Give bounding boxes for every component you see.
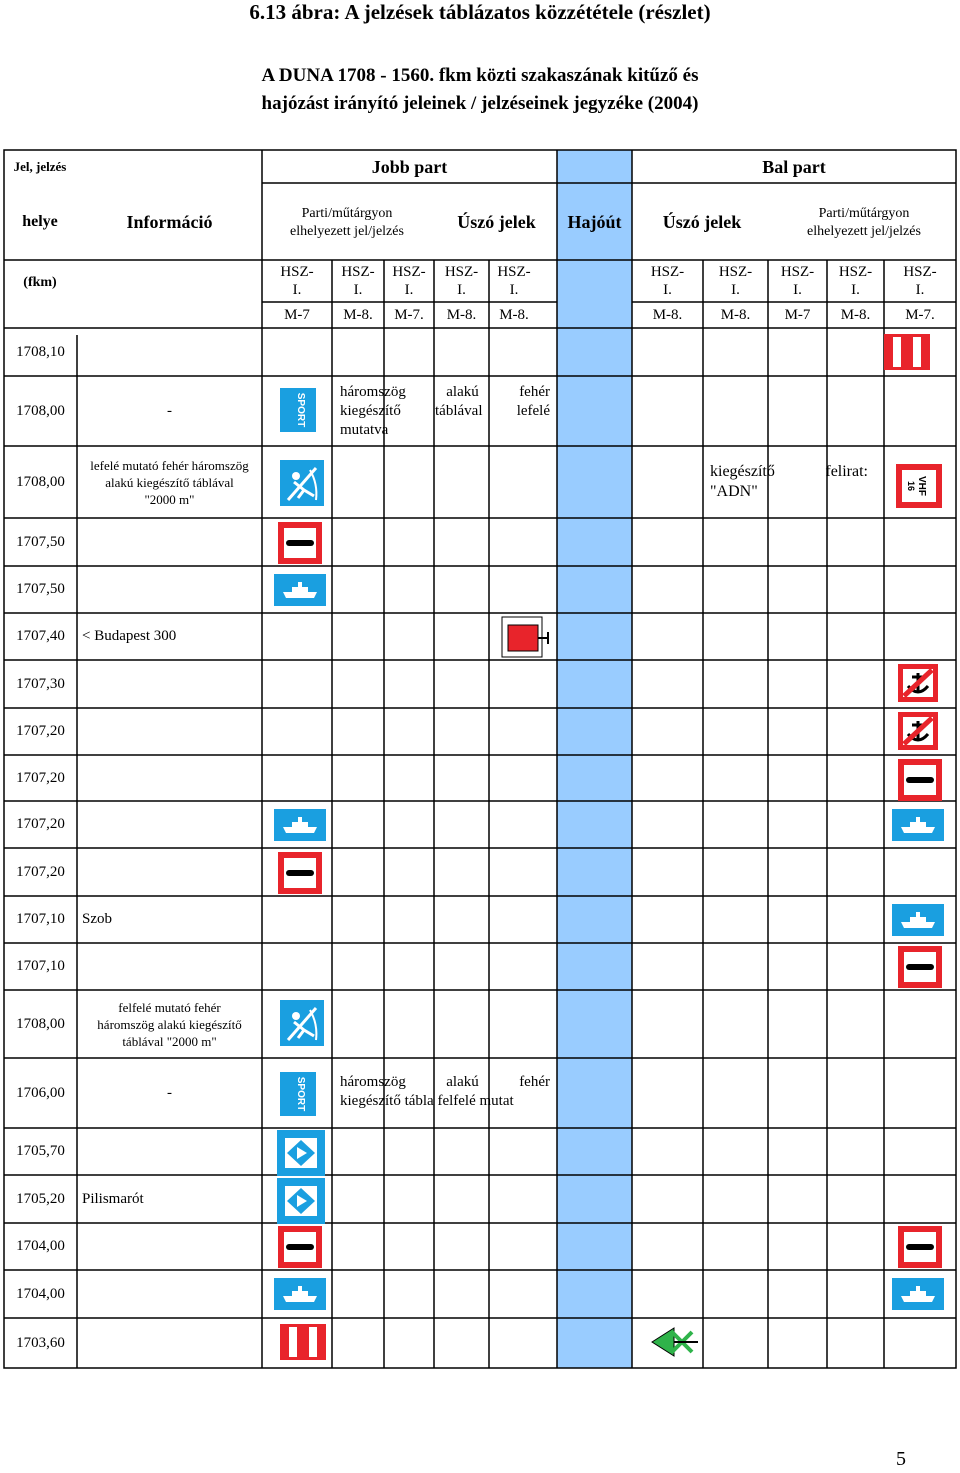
sport-sign bbox=[280, 388, 316, 432]
fkm-cell: 1707,20 bbox=[16, 863, 65, 880]
hsz-top: HSZ- bbox=[718, 264, 753, 280]
fkm-cell: 1706,00 bbox=[16, 1084, 65, 1101]
header-parti-line1: Parti/műtárgyon bbox=[818, 206, 910, 221]
header-informacio: Információ bbox=[126, 211, 213, 232]
fkm-cell: 1703,60 bbox=[16, 1334, 65, 1351]
fkm-cell: 1707,50 bbox=[16, 533, 65, 550]
header-bal-part: Bal part bbox=[762, 156, 826, 177]
hsz-top: HSZ- bbox=[497, 264, 531, 280]
hsz-bottom: I. bbox=[793, 282, 802, 298]
hsz-label bbox=[632, 262, 703, 300]
fkm-cell: 1707,30 bbox=[16, 675, 65, 692]
no-passing-sign bbox=[898, 946, 942, 988]
info-line: táblával "2000 m" bbox=[122, 1033, 217, 1049]
info-cell bbox=[82, 518, 260, 566]
info-line: lefelé mutató fehér háromszög bbox=[90, 457, 249, 473]
ferry-sign bbox=[892, 1278, 944, 1310]
figure-title: 6.13 ábra: A jelzések táblázatos közzététele (részlet) bbox=[249, 0, 711, 24]
info-line: háromszög alakú kiegészítő bbox=[97, 1016, 242, 1032]
hsz-bottom: I. bbox=[663, 282, 672, 298]
ferry-sign bbox=[892, 809, 944, 841]
info-cell bbox=[82, 801, 260, 848]
hsz-top: HSZ- bbox=[341, 264, 375, 280]
subtitle-line-1: A DUNA 1708 - 1560. fkm közti szakaszának kitűző és bbox=[261, 65, 699, 86]
note-lefele bbox=[340, 383, 550, 441]
info-cell bbox=[82, 848, 260, 896]
no-passing-sign bbox=[278, 522, 322, 564]
header-helye: helye bbox=[22, 213, 58, 230]
note-word: mutatva bbox=[340, 422, 389, 438]
info-cell bbox=[82, 328, 260, 376]
info-cell bbox=[82, 943, 260, 990]
hsz-label bbox=[384, 262, 434, 300]
header-uszo-bal: Úszó jelek bbox=[662, 211, 742, 232]
info-line: alakú kiegészítő táblával bbox=[105, 474, 234, 490]
info-cell bbox=[82, 1128, 260, 1175]
note-word: háromszög bbox=[340, 384, 406, 400]
hsz-top: HSZ- bbox=[392, 264, 426, 280]
info-cell: Pilismarót bbox=[82, 1190, 144, 1207]
waterski-sign bbox=[280, 460, 324, 506]
fkm-cell: 1705,70 bbox=[16, 1143, 65, 1159]
fkm-cell: 1707,10 bbox=[16, 911, 65, 927]
hsz-bottom: I. bbox=[292, 282, 302, 298]
hsz-bottom: I. bbox=[509, 282, 519, 298]
info-cell: < Budapest 300 bbox=[82, 628, 177, 644]
note-word: felirat: bbox=[825, 463, 868, 480]
hsz-label bbox=[884, 262, 956, 300]
header-jel-jelzes: Jel, jelzés bbox=[13, 159, 67, 174]
info-cell bbox=[77, 446, 262, 518]
info-cell bbox=[82, 566, 260, 613]
fkm-cell: 1707,50 bbox=[16, 581, 65, 597]
vhf-sign-channel: 16 bbox=[906, 480, 916, 492]
hsz-top: HSZ- bbox=[280, 264, 314, 280]
note-word: kiegészítő bbox=[710, 463, 775, 480]
vhf-sign bbox=[896, 464, 942, 508]
hsz-label bbox=[768, 262, 827, 300]
header-parti-line2: elhelyezett jel/jelzés bbox=[807, 224, 921, 239]
info-cell: - bbox=[167, 1084, 172, 1101]
info-cell: - bbox=[167, 402, 172, 419]
no-passing-sign bbox=[278, 852, 322, 894]
signal-table: SPORT VHF 16 bbox=[0, 0, 960, 1400]
sign-code: M-7. bbox=[394, 306, 424, 323]
note-word: fehér bbox=[519, 1074, 550, 1090]
info-cell bbox=[77, 990, 262, 1058]
hsz-top: HSZ- bbox=[444, 264, 479, 280]
note-word: kiegészítő bbox=[340, 403, 401, 419]
diamond-arrow-sign bbox=[277, 1178, 325, 1224]
hsz-bottom: I. bbox=[404, 282, 414, 298]
note-word: alakú bbox=[446, 384, 479, 400]
note-adn bbox=[710, 462, 868, 506]
page-number: 5 bbox=[896, 1448, 906, 1470]
sign-code: M-7. bbox=[905, 306, 935, 323]
info-line: "2000 m" bbox=[144, 491, 195, 507]
sign-code: M-8. bbox=[446, 306, 477, 323]
info-cell: Szob bbox=[82, 911, 112, 927]
no-passing-sign bbox=[898, 1226, 942, 1268]
info-cell bbox=[82, 1270, 260, 1318]
header-fkm: (fkm) bbox=[23, 275, 57, 290]
info-cell bbox=[82, 708, 260, 755]
fkm-cell: 1704,00 bbox=[16, 1238, 65, 1254]
ferry-sign bbox=[892, 904, 944, 936]
note-word: "ADN" bbox=[710, 483, 758, 500]
vhf-sign-label: VHF bbox=[916, 476, 927, 496]
info-line: felfelé mutató fehér bbox=[118, 999, 221, 1015]
info-cell bbox=[82, 1223, 260, 1270]
ferry-sign bbox=[274, 1278, 326, 1310]
diamond-arrow-sign bbox=[277, 1130, 325, 1176]
red-stripe-sign bbox=[280, 1324, 326, 1360]
hsz-label bbox=[332, 262, 384, 300]
sign-code: M-8. bbox=[720, 306, 751, 323]
hsz-label bbox=[434, 262, 489, 300]
fkm-cell: 1704,00 bbox=[16, 1285, 65, 1302]
no-anchoring-sign bbox=[898, 664, 938, 702]
fkm-cell: 1708,00 bbox=[16, 402, 65, 419]
double-red-stripe-sign bbox=[884, 334, 930, 370]
header-jobb-part: Jobb part bbox=[371, 156, 448, 177]
info-cell bbox=[82, 755, 260, 801]
hsz-label bbox=[703, 262, 768, 300]
hsz-bottom: I. bbox=[353, 282, 363, 298]
hsz-label bbox=[827, 262, 884, 300]
hsz-bottom: I. bbox=[915, 282, 925, 298]
fairway-column bbox=[557, 150, 632, 1368]
hsz-bottom: I. bbox=[731, 282, 740, 298]
fkm-cell: 1708,00 bbox=[16, 1015, 65, 1032]
no-passing-sign bbox=[898, 759, 942, 801]
note-word: háromszög bbox=[340, 1074, 406, 1090]
header-parti-bal bbox=[772, 200, 956, 246]
note-word: lefelé bbox=[516, 403, 550, 419]
waterski-sign bbox=[280, 1000, 324, 1046]
fkm-cell: 1705,20 bbox=[16, 1190, 65, 1207]
subtitle-line-2: hajózást irányító jeleinek / jelzéseinek jegyzéke (2004) bbox=[261, 93, 699, 114]
no-anchoring-sign bbox=[898, 712, 938, 750]
hsz-label bbox=[262, 262, 332, 300]
green-cross-buoy-icon bbox=[652, 1328, 698, 1356]
ferry-sign bbox=[274, 809, 326, 841]
fkm-cell: 1707,20 bbox=[16, 816, 65, 832]
sign-code: M-8. bbox=[499, 306, 529, 323]
no-passing-sign bbox=[278, 1226, 322, 1268]
fkm-cell: 1707,20 bbox=[16, 723, 65, 739]
hsz-top: HSZ- bbox=[838, 264, 873, 280]
header-hajout: Hajóút bbox=[567, 211, 622, 232]
fkm-cell: 1708,10 bbox=[16, 343, 65, 360]
hsz-top: HSZ- bbox=[650, 264, 685, 280]
ferry-sign bbox=[274, 574, 326, 606]
fkm-cell: 1708,00 bbox=[16, 473, 65, 490]
fkm-cell: 1707,40 bbox=[16, 628, 65, 644]
note-word: táblával bbox=[435, 403, 483, 419]
sign-code: M-8. bbox=[652, 306, 683, 323]
note-word: alakú bbox=[446, 1074, 479, 1090]
hsz-top: HSZ- bbox=[903, 264, 937, 280]
note-word: kiegészítő tábla felfelé mutat bbox=[340, 1093, 514, 1109]
note-felfele bbox=[340, 1073, 550, 1113]
sign-code: M-8. bbox=[840, 306, 871, 323]
hsz-label bbox=[489, 262, 539, 300]
fkm-cell: 1707,10 bbox=[16, 958, 65, 974]
hsz-top: HSZ- bbox=[780, 264, 815, 280]
info-cell bbox=[82, 1318, 260, 1368]
sign-code: M-8. bbox=[343, 306, 373, 323]
fkm-cell: 1707,20 bbox=[16, 769, 65, 786]
header-parti-line2: elhelyezett jel/jelzés bbox=[290, 224, 404, 239]
sport-sign bbox=[280, 1072, 316, 1116]
header-parti-line1: Parti/műtárgyon bbox=[301, 206, 393, 221]
sign-code: M-7 bbox=[784, 306, 811, 323]
header-parti-jobb bbox=[262, 200, 432, 246]
header-uszo-jobb: Úszó jelek bbox=[457, 211, 536, 232]
info-cell bbox=[82, 660, 260, 708]
hsz-bottom: I. bbox=[457, 282, 466, 298]
sign-code: M-7 bbox=[284, 306, 310, 323]
red-buoy-icon bbox=[502, 617, 548, 657]
note-word: fehér bbox=[519, 384, 550, 400]
hsz-bottom: I. bbox=[851, 282, 860, 298]
